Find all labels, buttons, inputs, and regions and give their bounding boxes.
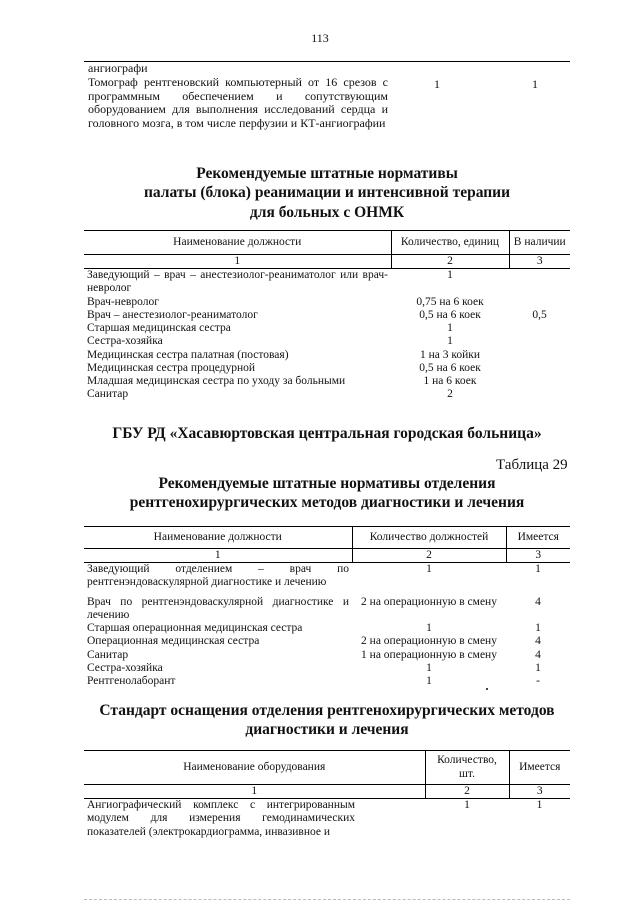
section2-title: Рекомендуемые штатные нормативы отделения рентгенохирургических методов диагностики и лечения [129,475,525,512]
table-label: Таблица 29 [496,457,568,473]
position-qty: 1 на 6 коек [423,374,477,387]
position-avail [509,322,570,335]
position-qty: 1 [426,661,432,674]
position-avail [509,388,570,401]
table-row [84,662,570,675]
position-qty: 2 на операционную в смену [361,595,497,608]
position-name: Медицинская сестра палатная (постовая) [87,348,289,361]
position-qty: 2 [447,388,453,401]
position-qty: 0,75 на 6 коек [416,295,484,308]
position-avail [509,296,570,309]
position-qty: 1 [447,335,453,348]
position-avail [509,269,570,296]
equipment-table [84,750,570,839]
table-row [84,649,570,662]
column-header: Наименование должности [84,231,391,255]
staff-table-xray-surgery [84,526,570,688]
table-row [84,563,570,590]
organization-title: ГБУ РД «Хасавюртовская центральная городская больница» [112,425,542,442]
table-row [84,635,570,648]
scan-edge [84,899,570,901]
position-name: Сестра-хозяйка [87,335,163,348]
staff-table-icu [84,230,570,401]
position-avail: 4 [535,648,541,661]
table-row [84,322,570,335]
position-avail: 1 [535,563,541,576]
page-number: 113 [311,31,329,45]
position-name: Старшая медицинская сестра [87,322,231,335]
column-number: 1 [84,549,352,563]
position-name: Младшая медицинская сестра по уходу за больными [87,374,346,387]
position-qty: 1 на операционную в смену [361,648,497,661]
position-name: Заведующий отделением – врач по рентгенэндоваскулярной диагностике и лечению [87,563,349,589]
column-number: 1 [84,255,391,269]
position-name: Заведующий – врач – анестезиолог-реаниматолог или врач-невролог [87,269,388,295]
table-row [84,388,570,401]
table-row [84,296,570,309]
position-name: Рентгенолаборант [87,674,176,687]
top-fragment-qty: 1 [434,77,440,91]
position-name: Сестра-хозяйка [87,661,163,674]
position-name: Санитар [87,648,129,661]
position-name: Врач – анестезиолог-реаниматолог [87,308,258,321]
position-name: Врач по рентгенэндоваскулярной диагностике и лечению [87,595,349,621]
column-number: 2 [391,255,509,269]
position-qty: 0,5 на 6 коек [419,308,481,321]
column-header: Количество, единиц [391,231,509,255]
position-name: Старшая операционная медицинская сестра [87,622,303,635]
position-avail: - [536,674,540,687]
column-header: Наименование оборудования [84,751,425,785]
table-row [84,799,570,839]
position-name: Санитар [87,388,129,401]
equipment-qty: 1 [464,799,470,812]
position-avail [509,375,570,388]
table-row [84,335,570,348]
column-header: Имеется [506,527,570,549]
position-name: Врач-невролог [87,295,159,308]
equipment-avail: 1 [536,799,543,812]
table-row [84,375,570,388]
table-row [84,349,570,362]
position-qty: 1 [447,322,453,335]
position-avail: 4 [535,635,541,648]
position-qty: 0,5 на 6 коек [419,361,481,374]
position-qty: 2 на операционную в смену [361,635,497,648]
position-avail [509,362,570,375]
section1-title: Рекомендуемые штатные нормативы палаты (блока) реанимации и интенсивной терапии для больных с ОНМК [143,165,511,221]
table-row [84,309,570,322]
table-row [84,675,570,688]
table-row [84,269,570,296]
position-name: Операционная медицинская сестра [87,635,260,648]
table-row [84,590,570,622]
column-number: 3 [509,785,570,799]
column-number: 3 [509,255,570,269]
column-header: Имеется [509,751,570,785]
section3-title: Стандарт оснащения отделения рентгенохирургических методов диагностики и лечения [99,702,555,739]
position-avail [509,349,570,362]
position-avail: 0,5 [532,308,547,321]
position-avail: 4 [535,595,541,608]
position-qty: 1 на 3 койки [419,348,481,361]
position-qty: 1 [426,622,432,635]
position-qty: 1 [426,563,432,576]
position-qty: 1 [426,674,432,687]
equipment-name: Ангиографический комплекс с интегрированным модулем для измерения гемодинамических показателей (электрокардиограмма, инвазивное и [87,799,355,838]
position-avail: 1 [535,661,541,674]
column-number: 1 [84,785,425,799]
column-header: Наименование должности [84,527,352,549]
table-row [84,362,570,375]
position-avail: 1 [535,622,541,635]
scan-speck [486,688,488,690]
top-fragment-avail: 1 [532,77,538,91]
column-number: 2 [425,785,509,799]
column-header: Количество, шт. [425,751,509,785]
column-header: В наличии [509,231,570,255]
position-avail [509,335,570,348]
top-fragment-name: ангиографи Томограф рентгеновский компьютерный от 16 срезов с программным обеспечением и сопутствующим оборудованием для выполнения исследований сердца и головного мозга, в том числе перфузии и КТ-ангиографии [88,61,388,131]
position-name: Медицинская сестра процедурной [87,361,256,374]
column-number: 3 [506,549,570,563]
position-qty: 1 [447,269,453,282]
column-number: 2 [352,549,506,563]
column-header: Количество должностей [352,527,506,549]
table-row [84,622,570,635]
